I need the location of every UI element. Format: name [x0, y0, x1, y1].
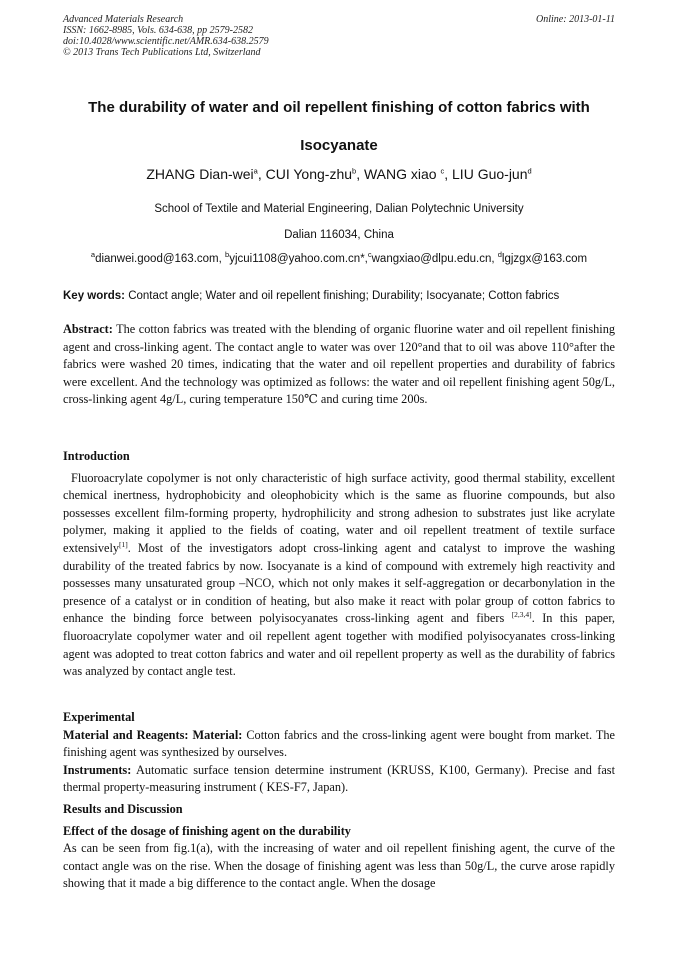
results-heading: Results and Discussion	[63, 801, 183, 816]
copyright-line: © 2013 Trans Tech Publications Ltd, Switzerland	[63, 47, 261, 58]
email-text: dianwei.good@163.com,	[95, 253, 226, 265]
email-mark: a	[90, 250, 96, 260]
citation: [1]	[119, 539, 128, 549]
email-mark: c	[367, 250, 372, 260]
email-text: lgjzgx@163.com	[501, 253, 588, 265]
materials-label: Material and Reagents: Material:	[63, 727, 243, 742]
author-separator: ,	[356, 166, 364, 182]
abstract-label: Abstract:	[63, 322, 113, 336]
author-name: LIU Guo-jun	[452, 166, 528, 182]
journal-name: Advanced Materials Research	[63, 14, 184, 25]
doi-line: doi:10.4028/www.scientific.net/AMR.634-638.2579	[63, 36, 269, 47]
keywords-text: Contact angle; Water and oil repellent finishing; Durability; Isocyanate; Cotton fabrics	[128, 290, 560, 302]
instruments-label: Instruments:	[63, 762, 132, 777]
author-name: WANG xiao	[363, 166, 441, 182]
page-header	[63, 14, 615, 58]
author-separator: ,	[257, 166, 266, 182]
paper-title	[40, 89, 638, 165]
email-text: wangxiao@dlpu.edu.cn,	[371, 253, 498, 265]
author-name: ZHANG Dian-wei	[146, 166, 254, 182]
affiliation-city: Dalian 116034, China	[284, 229, 394, 241]
introduction-paragraph	[63, 470, 615, 681]
email-mark: d	[497, 250, 502, 260]
author-affil-mark: d	[527, 166, 532, 176]
intro-text: . Most of the investigators adopt cross-linking agent and catalyst to improve the washing durability of the treated fabrics by now. Isocyanate is a kind of compound with extremely high reactivity and possesses many unsaturated group –NCO, which not only makes it self-aggregation or decarbonylation in the presence of a catalyst or in condition of heating, but also make it react with polar group of cotton fabrics to enhance the binding force between polyisocyanates cross-linking agent and fibers	[63, 540, 615, 626]
affiliation: School of Textile and Material Engineering, Dalian Polytechnic University	[154, 203, 524, 215]
author-affil-mark: a	[253, 166, 258, 176]
instruments-paragraph	[63, 762, 615, 797]
abstract-text: The cotton fabrics was treated with the blending of organic fluorine water and oil repellent finishing agent and cross-linking agent. The contact angle to water was over 120°and that to oil was above 110°after the fabrics were washed 20 times, indicating that the water and oil repellent properties and durability of fabrics were excellent. And the technology was optimized as follows: the water and oil repellent finishing agent 50g/L, cross-linking agent 4g/L, curing temperature 150℃ and curing time 200s.	[63, 322, 615, 407]
effect-paragraph: As can be seen from fig.1(a), with the increasing of water and oil repellent finishing agent, the curve of the contact angle was on the rise. When the dosage of finishing agent was less than 50g/L, the curve arose rapidly showing that it made a big difference to the contact angle. When the dosage	[63, 841, 615, 891]
email-mark: b	[225, 250, 230, 260]
author-emails	[0, 250, 678, 265]
experimental-section	[63, 709, 615, 893]
instruments-text: Automatic surface tension determine instrument (KRUSS, K100, Germany). Precise and fast thermal property-measuring instrument ( KES-F7, Japan).	[63, 762, 615, 795]
introduction-section	[63, 448, 615, 681]
intro-text: Fluoroacrylate copolymer is not only characteristic of high surface activity, good thermal stability, excellent chemical inertness, hydrophobicity and oleophobicity which is the same as fluorine compounds, but also possesses excellent film-forming property, hydrophilicity and strong adhesion to substrates just like acrylate polymer, making it applied to the fields of coating, water and oil repellent treatment of textile surface extensively	[63, 470, 615, 555]
intro-text: . In this paper, fluoroacrylate copolymer water and oil repellent agent together with modified polyisocyanates cross-linking agent was adopted to treat cotton fabrics and water and oil repellent property as well as the durability of fabrics was analyzed by contact angle test.	[63, 611, 615, 679]
materials-paragraph	[63, 727, 615, 762]
author-affil-mark: c	[440, 166, 445, 176]
online-date: Online: 2013-01-11	[536, 14, 615, 25]
experimental-heading: Experimental	[63, 710, 135, 724]
citation: [2,3,4]	[511, 610, 532, 620]
email-text: yjcui1108@yahoo.com.cn*,	[229, 253, 368, 265]
effect-heading: Effect of the dosage of finishing agent on the durability	[63, 823, 351, 838]
introduction-heading: Introduction	[63, 449, 130, 463]
title-line-2: Isocyanate	[300, 137, 378, 154]
author-affil-mark: b	[352, 166, 357, 176]
materials-text: Cotton fabrics and the cross-linking agent were bought from market. The finishing agent was synthesized by ourselves.	[63, 727, 616, 760]
title-line-1: The durability of water and oil repellent finishing of cotton fabrics with	[88, 99, 590, 116]
keywords	[63, 290, 618, 302]
author-name: CUI Yong-zhu	[265, 166, 353, 182]
author-separator: ,	[444, 166, 453, 182]
author-list	[0, 166, 678, 182]
issn-line: ISSN: 1662-8985, Vols. 634-638, pp 2579-2582	[63, 25, 253, 36]
keywords-label: Key words:	[63, 290, 125, 302]
abstract	[63, 321, 615, 409]
